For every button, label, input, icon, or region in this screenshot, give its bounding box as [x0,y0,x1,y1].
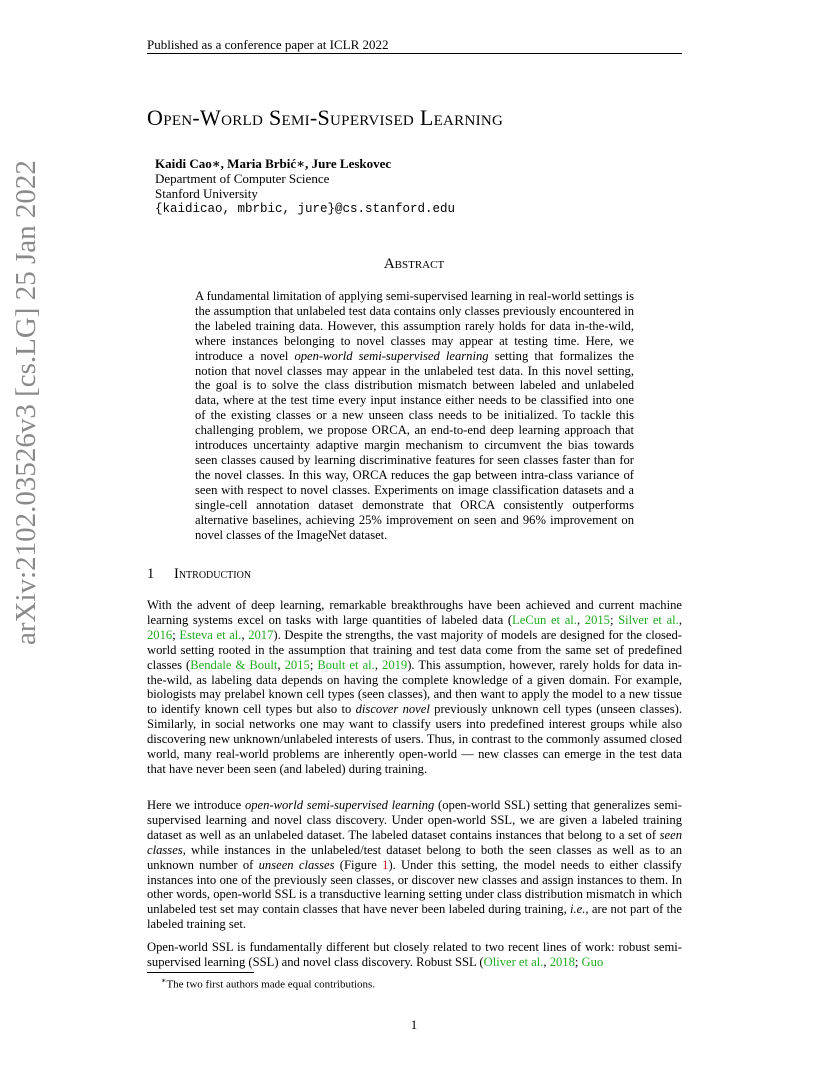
text-run: , [277,657,285,672]
text-run: A fundamental limitation of applying semi-supervised learning in real-world settings is the assumption that unlabeled test data contains only classes previously encountered in the labeled training data. However, this assumption rarely holds for data in-the-wild, where instances belonging to novel classes may appear at testing time. Here, we introduce a novel [195,289,634,363]
citation-link[interactable]: Esteva et al. [179,627,242,642]
text-run: , are not part of the labeled training set. [147,902,682,932]
citation-link[interactable]: 2015 [284,657,310,672]
footnote-mark: ∗ [161,976,167,985]
citation-link[interactable]: Oliver et al. [483,954,544,969]
footnote [147,976,375,991]
running-header: Published as a conference paper at ICLR 2022 [147,37,389,52]
emphasis-text: open-world semi-supervised learning [244,798,435,812]
author-email: {kaidicao, mbrbic, jure}@cs.stanford.edu [155,201,456,216]
citation-link[interactable]: 2015 [584,612,610,627]
intro-paragraph-3 [147,940,682,970]
citation-link[interactable]: 2016 [147,627,173,642]
figure-ref-link[interactable]: 1 [382,857,389,872]
text-run: Here we introduce [147,798,245,812]
header-rule [147,53,682,54]
text-run: ; [609,612,619,627]
section-title: Introduction [174,566,252,582]
emphasis-text: seen classes [147,827,682,857]
emphasis-text: open-world semi-supervised learning [294,348,489,363]
text-run: , [241,627,249,642]
citation-link[interactable]: Boult et al. [317,657,375,672]
text-run: (Figure [334,857,383,872]
abstract-text [195,289,634,542]
paper-title: Open-World Semi-Supervised Learning [147,105,504,130]
text-run: , [678,612,682,627]
text-run: (open-world SSL) setting that generalizes semi-supervised learning and novel class discovery. Under open-world SSL, we are given a labeled training dataset as well as an unlabeled dataset. The labeled dataset contains instances that belong to a set of [147,798,682,842]
emphasis-text: discover novel [355,702,430,717]
text-run: , [543,954,550,969]
page-number: 1 [410,1017,418,1032]
arxiv-stamp: arXiv:2102.03526v3 [cs.LG] 25 Jan 2022 [10,160,42,645]
section-heading [147,566,251,583]
abstract-heading: Abstract [383,256,445,272]
footnote-text: The two first authors made equal contributions. [166,978,376,991]
intro-paragraph-2 [147,798,682,932]
citation-link[interactable]: 2017 [248,627,274,642]
citation-link[interactable]: 2019 [382,657,408,672]
text-run: , while instances in the unlabeled/test dataset belong to both the seen classes as well as to an unknown number of [147,842,682,872]
text-run: ). Under this setting, the model needs to either classify instances into one of the previously seen classes, or discover new classes and assign instances to them. In other words, open-world SSL is a transductive learning setting under class distribution mismatch in which unlabeled test set may contain classes that have never been labeled during training, [147,857,682,917]
text-run: ). This assumption, however, rarely holds for data in-the-wild, as labeling data depends on having the complete knowledge of a given domain. For example, biologists may prelabel known cell types (seen classes), and then want to apply the model to a new tissue to identify known cell types but also to [147,657,683,717]
text-run: ; [574,954,582,969]
author-block [155,156,455,217]
section-number: 1 [147,566,155,582]
emphasis-text: unseen classes [258,857,335,872]
text-run: ). Despite the strengths, the vast majority of models are designed for the closed-world setting rooted in the assumption that training and test data come from the same set of predefined classes ( [147,627,682,672]
text-run: , [576,612,585,627]
text-run: setting that formalizes the notion that novel classes may appear in the unlabeled test data. In this novel setting, the goal is to solve the class distribution mismatch between labeled and unlabeled data, where at the test time every input instance either needs to be classified into one of the existing classes or a new unseen class needs to be initialized. To tackle this challenging problem, we propose ORCA, an end-to-end deep learning approach that introduces uncertainty adaptive margin mechanism to circumvent the bias towards seen classes caused by learning discriminative features for seen classes faster than for the novel classes. In this way, ORCA reduces the gap between intra-class variance of seen with respect to novel classes. Experiments on image classification datasets and a single-cell annotation dataset demonstrate that ORCA consistently outperforms alternative baselines, achieving 25% improvement on seen and 96% improvement on novel classes of the ImageNet dataset. [195,348,634,542]
intro-paragraph-1 [147,598,682,777]
author-department: Department of Computer Science [155,171,330,187]
author-university: Stanford University [155,186,258,202]
citation-link[interactable]: Bendale & Boult [190,657,278,672]
text-run: ; [172,627,180,642]
footnote-rule [147,972,254,973]
text-run: , [374,657,383,672]
text-run: previously unknown cell types (unseen classes). Similarly, in social networks one may want to classify users into predefined interest groups while also discovering new unknown/unlabeled interests of users. Thus, in contrast to the commonly assumed closed world, many real-world problems are inherently open-world — new classes can emerge in the test data that have never been seen (and labeled) during training. [147,702,682,776]
text-run: With the advent of deep learning, remarkable breakthroughs have been achieved and current machine learning systems excel on tasks with large quantities of labeled data ( [147,598,682,627]
emphasis-text: i.e. [570,902,586,917]
text-run: Open-world SSL is fundamentally different but closely related to two recent lines of work: robust semi-supervised learning (SSL) and novel class discovery. Robust SSL ( [147,940,682,969]
citation-link[interactable]: Silver et al. [618,612,679,627]
citation-link[interactable]: LeCun et al. [512,612,577,627]
citation-link[interactable]: 2018 [549,954,575,969]
text-run: ; [309,657,318,672]
citation-link[interactable]: Guo [581,954,604,969]
author-names: Kaidi Cao∗, Maria Brbić∗, Jure Leskovec [155,156,392,171]
